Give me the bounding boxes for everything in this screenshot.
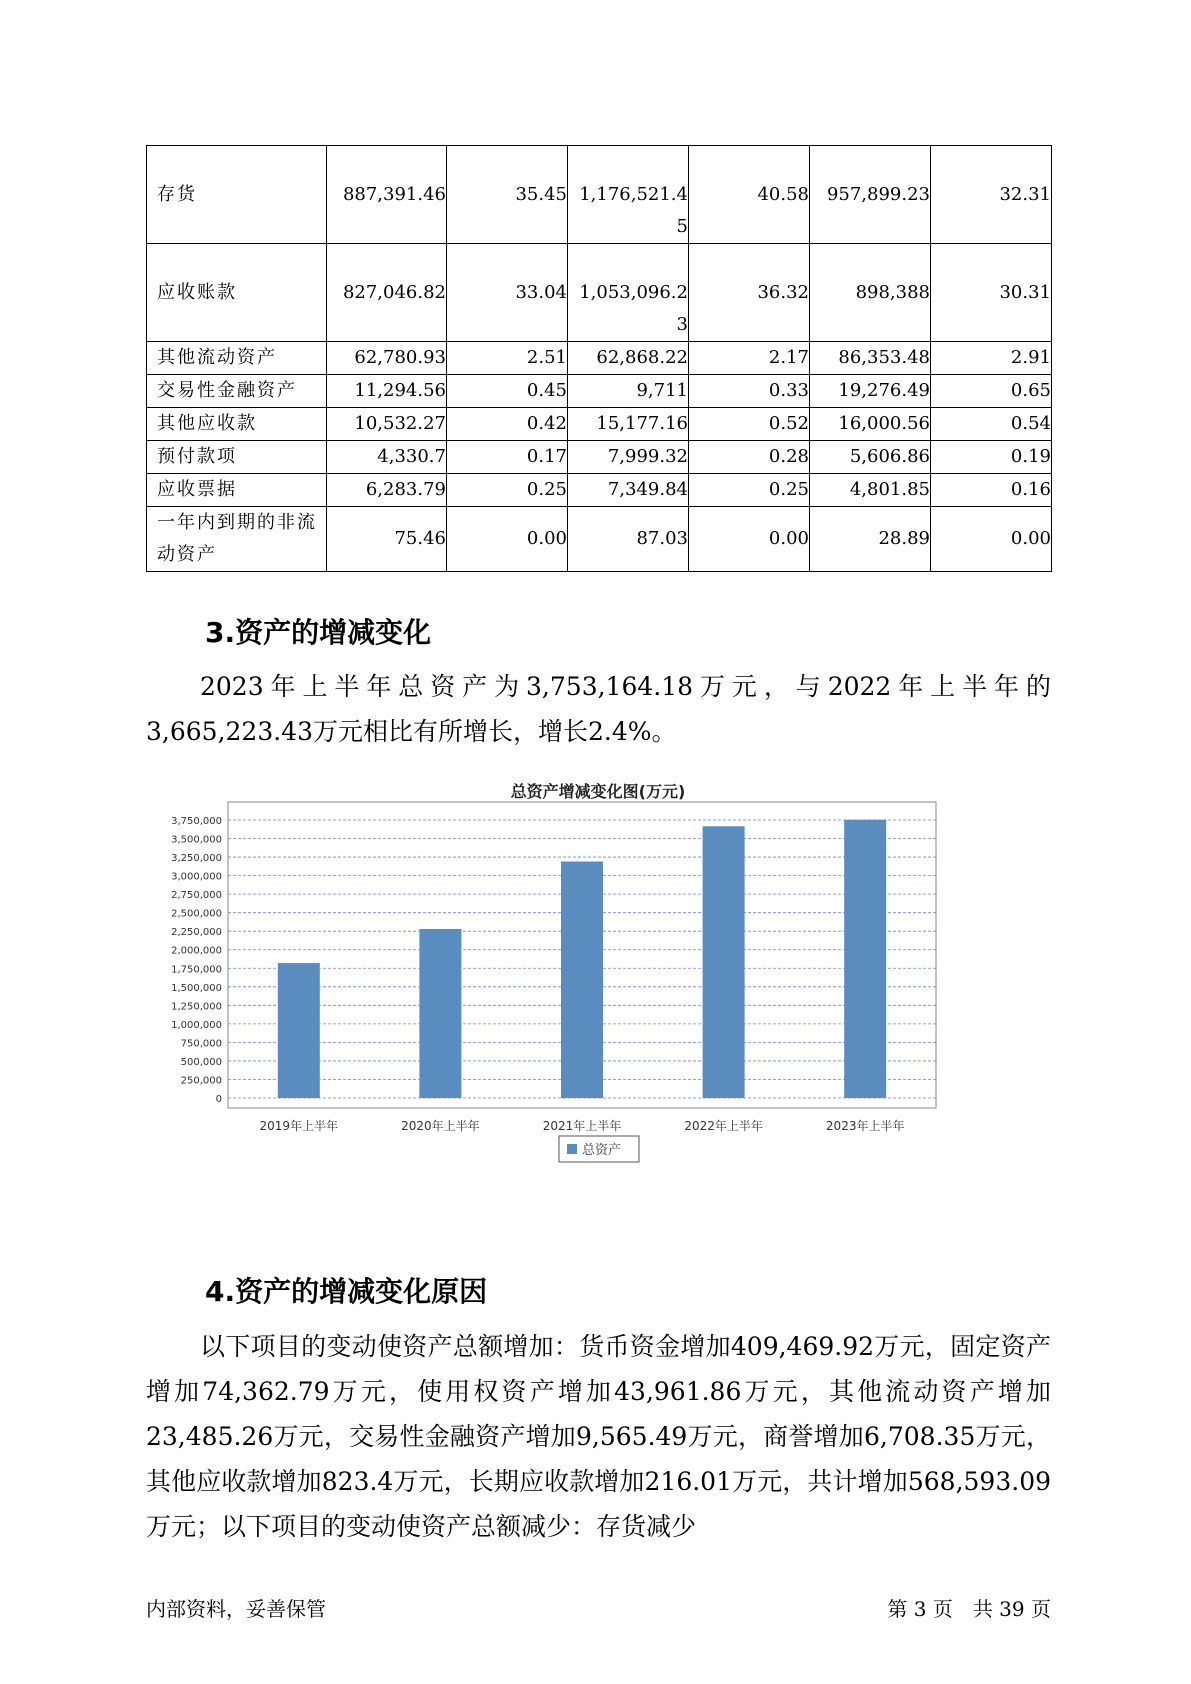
cell-value: 0.00 [1010, 528, 1051, 549]
cell-value: 957,899.23 [826, 184, 930, 205]
y-tick-label: 3,500,000 [171, 834, 222, 846]
cell-value: 0.42 [526, 413, 567, 434]
cell-value: 2.51 [526, 347, 567, 368]
cell-value: 0.52 [768, 413, 809, 434]
value-cell [568, 474, 689, 507]
row-label: 其他应收款 [157, 413, 257, 434]
cell-value: 0.65 [1010, 380, 1051, 401]
cell-value: 35.45 [515, 184, 567, 205]
cell-value: 4,330.7 [377, 446, 446, 467]
value-cell [447, 146, 568, 244]
value-cell [689, 474, 810, 507]
value-cell [327, 146, 447, 244]
y-tick-label: 500,000 [180, 1056, 222, 1068]
cell-value: 827,046.82 [342, 282, 446, 303]
value-cell [931, 441, 1052, 474]
value-cell [810, 441, 931, 474]
value-cell [810, 244, 931, 342]
row-label: 应收账款 [157, 282, 237, 303]
value-cell [568, 375, 689, 408]
value-cell [689, 342, 810, 375]
cell-value: 10,532.27 [354, 413, 446, 434]
y-tick-label: 250,000 [180, 1075, 222, 1087]
row-label-cell [147, 408, 327, 441]
cell-value: 0.17 [526, 446, 567, 467]
value-cell [447, 375, 568, 408]
cell-value: 4,801.85 [849, 479, 930, 500]
cell-value: 0.00 [768, 528, 809, 549]
value-cell [810, 146, 931, 244]
cell-value: 0.00 [526, 528, 567, 549]
x-tick-label: 2020年上半年 [401, 1119, 480, 1133]
table-row [147, 146, 1052, 244]
row-label: 预付款项 [157, 446, 237, 467]
bar [844, 820, 886, 1098]
cell-value: 75.46 [394, 528, 446, 549]
table-row [147, 244, 1052, 342]
value-cell [689, 507, 810, 572]
cell-value: 32.31 [999, 184, 1051, 205]
section3-heading: 3.资产的增减变化 [205, 616, 432, 649]
value-cell [931, 244, 1052, 342]
cell-value: 0.25 [526, 479, 567, 500]
total-assets-chart [146, 775, 1051, 1235]
cell-value: 2.17 [768, 347, 809, 368]
cell-value: 7,349.84 [607, 479, 688, 500]
cell-value: 887,391.46 [342, 184, 446, 205]
y-tick-label: 2,250,000 [171, 927, 222, 939]
x-tick-label: 2022年上半年 [684, 1119, 763, 1133]
chart-x-labels [260, 1118, 905, 1133]
y-tick-label: 1,000,000 [171, 1019, 222, 1031]
y-tick-label: 1,750,000 [171, 964, 222, 976]
y-tick-label: 750,000 [180, 1038, 222, 1050]
chart-legend [559, 1136, 639, 1162]
value-cell [568, 342, 689, 375]
row-label-cell [147, 375, 327, 408]
table-row [147, 375, 1052, 408]
bar [703, 826, 745, 1098]
row-label-cell [147, 474, 327, 507]
legend-label: 总资产 [582, 1143, 622, 1158]
value-cell [327, 474, 447, 507]
y-tick-label: 1,500,000 [171, 982, 222, 994]
value-cell [931, 375, 1052, 408]
row-label-cell [147, 342, 327, 375]
footer-left: 内部资料，妥善保管 [146, 1597, 326, 1621]
value-cell [689, 146, 810, 244]
footer-page-number: 第 3 页 共 39 页 [887, 1597, 1051, 1621]
chart-y-ticks [171, 816, 222, 1105]
value-cell [810, 507, 931, 572]
cell-value: 0.33 [768, 380, 809, 401]
cell-value: 62,780.93 [354, 347, 446, 368]
row-label: 应收票据 [157, 479, 237, 500]
section4-heading: 4.资产的增减变化原因 [205, 1275, 488, 1308]
cell-value: 62,868.22 [596, 347, 688, 368]
cell-value: 0.16 [1010, 479, 1051, 500]
cell-value: 7,999.32 [607, 446, 688, 467]
cell-value: 15,177.16 [596, 413, 688, 434]
asset-table [146, 145, 1052, 572]
value-cell [931, 408, 1052, 441]
row-label: 一年内到期的非流动资产 [157, 512, 317, 565]
cell-value: 11,294.56 [354, 380, 446, 401]
chart-title: 总资产增减变化图(万元) [510, 782, 686, 801]
cell-value: 6,283.79 [365, 479, 446, 500]
value-cell [931, 146, 1052, 244]
cell-value: 0.28 [768, 446, 809, 467]
cell-value: 36.32 [757, 282, 809, 303]
chart-svg [146, 775, 1051, 1235]
value-cell [931, 342, 1052, 375]
bar [561, 862, 603, 1098]
value-cell [327, 375, 447, 408]
table-row [147, 441, 1052, 474]
x-tick-label: 2023年上半年 [825, 1119, 905, 1133]
row-label-cell [147, 244, 327, 342]
row-label: 存货 [157, 184, 197, 205]
cell-value: 0.19 [1010, 446, 1051, 467]
bar [278, 963, 320, 1098]
row-label-cell [147, 146, 327, 244]
value-cell [447, 474, 568, 507]
value-cell [810, 474, 931, 507]
y-tick-label: 2,500,000 [171, 908, 222, 920]
value-cell [810, 342, 931, 375]
table-row [147, 474, 1052, 507]
y-tick-label: 3,250,000 [171, 853, 222, 865]
cell-value: 19,276.49 [838, 380, 930, 401]
value-cell [568, 146, 689, 244]
cell-value: 28.89 [878, 528, 930, 549]
value-cell [810, 408, 931, 441]
cell-value: 87.03 [636, 528, 688, 549]
value-cell [810, 375, 931, 408]
cell-value: 9,711 [636, 380, 688, 401]
value-cell [447, 342, 568, 375]
section3-paragraph: 2023年上半年总资产为3,753,164.18万元，与2022年上半年的3,665,223.43万元相比有所增长，增长2.4%。 [146, 672, 1051, 746]
cell-value: 5,606.86 [849, 446, 930, 467]
cell-value: 86,353.48 [838, 347, 930, 368]
value-cell [931, 507, 1052, 572]
value-cell [931, 474, 1052, 507]
value-cell [447, 244, 568, 342]
cell-value: 898,388 [855, 282, 930, 303]
value-cell [568, 441, 689, 474]
value-cell [568, 244, 689, 342]
row-label: 交易性金融资产 [157, 380, 297, 401]
cell-value: 2.91 [1010, 347, 1051, 368]
x-tick-label: 2021年上半年 [542, 1119, 622, 1133]
value-cell [689, 375, 810, 408]
value-cell [689, 408, 810, 441]
value-cell [568, 507, 689, 572]
table-row [147, 408, 1052, 441]
value-cell [447, 441, 568, 474]
y-tick-label: 0 [215, 1094, 222, 1105]
chart-bars [278, 820, 886, 1098]
cell-value: 0.54 [1010, 413, 1051, 434]
row-label: 其他流动资产 [157, 347, 277, 368]
cell-value: 1,053,096.23 [579, 282, 688, 335]
value-cell [689, 244, 810, 342]
x-tick-label: 2019年上半年 [259, 1119, 339, 1133]
value-cell [327, 408, 447, 441]
value-cell [447, 507, 568, 572]
y-tick-label: 2,750,000 [171, 890, 222, 902]
value-cell [327, 342, 447, 375]
cell-value: 0.25 [768, 479, 809, 500]
y-tick-label: 3,000,000 [171, 871, 222, 883]
y-tick-label: 3,750,000 [171, 816, 222, 827]
row-label-cell [147, 441, 327, 474]
table-row [147, 342, 1052, 375]
bar [419, 929, 461, 1098]
value-cell [447, 408, 568, 441]
legend-swatch [567, 1144, 577, 1154]
value-cell [568, 408, 689, 441]
y-tick-label: 1,250,000 [171, 1001, 222, 1013]
value-cell [327, 507, 447, 572]
value-cell [327, 441, 447, 474]
y-tick-label: 2,000,000 [171, 945, 222, 957]
value-cell [689, 441, 810, 474]
cell-value: 30.31 [999, 282, 1051, 303]
cell-value: 1,176,521.45 [579, 184, 688, 237]
cell-value: 40.58 [757, 184, 809, 205]
cell-value: 16,000.56 [838, 413, 930, 434]
row-label-cell [147, 507, 327, 572]
cell-value: 33.04 [515, 282, 567, 303]
cell-value: 0.45 [526, 380, 567, 401]
value-cell [327, 244, 447, 342]
section4-paragraph: 以下项目的变动使资产总额增加：货币资金增加409,469.92万元，固定资产增加74,362.79万元，使用权资产增加43,961.86万元，其他流动资产增加23,485.26万元，交易性金融资产增加9,565.49万元，商誉增加6,708.35万元，其他应收款增加823.4万元，长期应收款增加216.01万元，共计增加568,593.09万元；以下项目的变动使资产总额减少：存货减少 [146, 1332, 1051, 1541]
table-row [147, 507, 1052, 572]
